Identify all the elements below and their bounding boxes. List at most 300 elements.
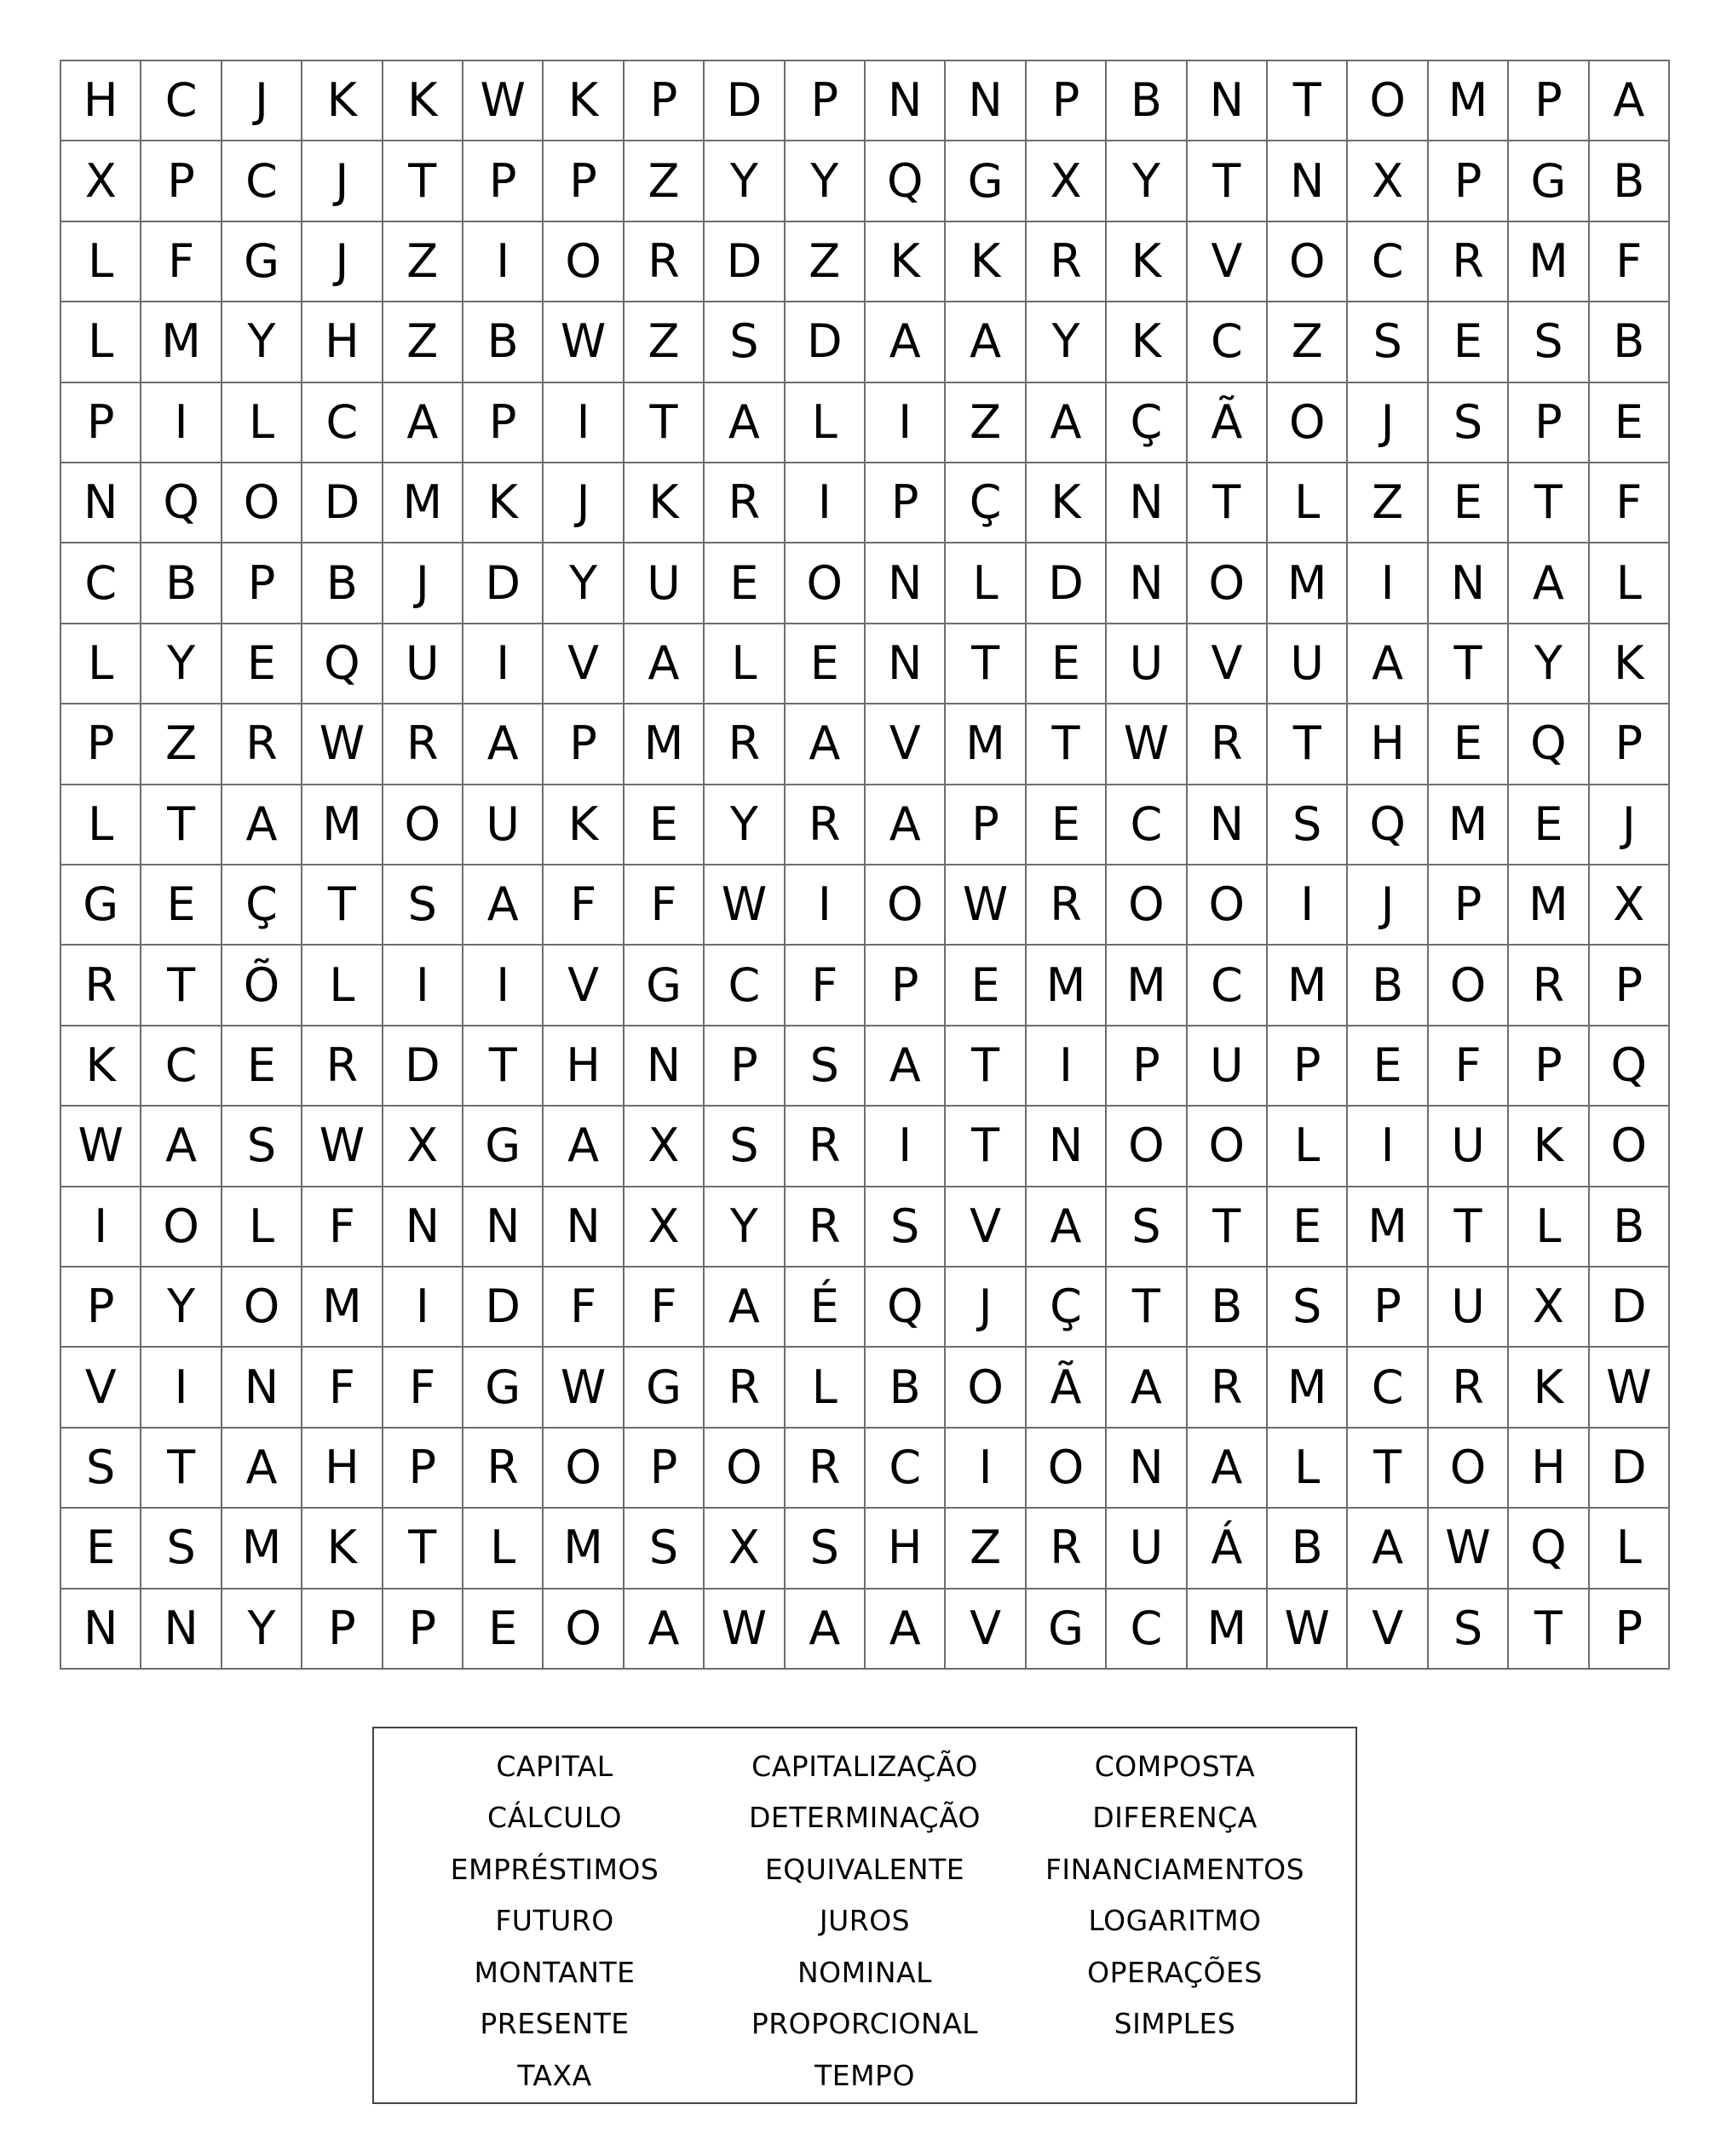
grid-cell[interactable]: X xyxy=(705,1509,785,1589)
grid-cell[interactable]: X xyxy=(1509,1268,1589,1348)
grid-cell[interactable]: S xyxy=(222,1107,302,1187)
grid-cell[interactable]: D xyxy=(705,222,785,302)
grid-cell[interactable]: Z xyxy=(383,302,463,382)
grid-cell[interactable]: K xyxy=(302,61,383,141)
grid-cell[interactable]: F xyxy=(302,1348,383,1428)
grid-cell[interactable]: A xyxy=(1590,61,1670,141)
grid-cell[interactable]: M xyxy=(1348,1187,1428,1268)
grid-cell[interactable]: I xyxy=(1348,1107,1428,1187)
grid-cell[interactable]: N xyxy=(1107,463,1187,543)
grid-cell[interactable]: É xyxy=(786,1268,866,1348)
grid-cell[interactable]: A xyxy=(383,383,463,463)
grid-cell[interactable]: Q xyxy=(1590,1026,1670,1107)
grid-cell[interactable]: W xyxy=(705,865,785,946)
grid-cell[interactable]: O xyxy=(383,785,463,865)
grid-cell[interactable]: M xyxy=(1429,61,1509,141)
grid-cell[interactable]: W xyxy=(705,1590,785,1670)
grid-cell[interactable]: K xyxy=(866,222,946,302)
grid-cell[interactable]: J xyxy=(1590,785,1670,865)
grid-cell[interactable]: Q xyxy=(1509,1509,1589,1589)
grid-cell[interactable]: O xyxy=(1429,946,1509,1026)
grid-cell[interactable]: T xyxy=(1107,1268,1187,1348)
grid-cell[interactable]: R xyxy=(222,704,302,785)
grid-cell[interactable]: R xyxy=(1027,865,1107,946)
grid-cell[interactable]: K xyxy=(383,61,463,141)
grid-cell[interactable]: T xyxy=(1188,463,1268,543)
grid-cell[interactable]: L xyxy=(705,624,785,704)
grid-cell[interactable]: Ç xyxy=(222,865,302,946)
grid-cell[interactable]: O xyxy=(1027,1429,1107,1509)
grid-cell[interactable]: B xyxy=(1348,946,1428,1026)
grid-cell[interactable]: W xyxy=(1429,1509,1509,1589)
grid-cell[interactable]: R xyxy=(1429,222,1509,302)
grid-cell[interactable]: A xyxy=(625,1590,705,1670)
grid-cell[interactable]: G xyxy=(946,141,1026,221)
grid-cell[interactable]: P xyxy=(946,785,1026,865)
grid-cell[interactable]: D xyxy=(463,543,544,624)
grid-cell[interactable]: W xyxy=(1268,1590,1348,1670)
grid-cell[interactable]: I xyxy=(866,383,946,463)
grid-cell[interactable]: A xyxy=(463,865,544,946)
grid-cell[interactable]: O xyxy=(222,463,302,543)
grid-cell[interactable]: P xyxy=(1429,865,1509,946)
grid-cell[interactable]: O xyxy=(1268,222,1348,302)
grid-cell[interactable]: T xyxy=(1268,704,1348,785)
grid-cell[interactable]: G xyxy=(1027,1590,1107,1670)
grid-cell[interactable]: C xyxy=(1107,1590,1187,1670)
grid-cell[interactable]: K xyxy=(946,222,1026,302)
grid-cell[interactable]: P xyxy=(141,141,222,221)
grid-cell[interactable]: T xyxy=(1348,1429,1428,1509)
grid-cell[interactable]: F xyxy=(1590,463,1670,543)
grid-cell[interactable]: L xyxy=(222,1187,302,1268)
grid-cell[interactable]: Y xyxy=(705,141,785,221)
grid-cell[interactable]: O xyxy=(1188,865,1268,946)
grid-cell[interactable]: R xyxy=(625,222,705,302)
grid-cell[interactable]: R xyxy=(1188,1348,1268,1428)
grid-cell[interactable]: N xyxy=(1188,785,1268,865)
grid-cell[interactable]: Z xyxy=(141,704,222,785)
grid-cell[interactable]: A xyxy=(1509,543,1589,624)
grid-cell[interactable]: Q xyxy=(866,1268,946,1348)
grid-cell[interactable]: D xyxy=(463,1268,544,1348)
grid-cell[interactable]: B xyxy=(866,1348,946,1428)
grid-cell[interactable]: O xyxy=(544,1429,624,1509)
grid-cell[interactable]: G xyxy=(463,1107,544,1187)
grid-cell[interactable]: T xyxy=(141,1429,222,1509)
grid-cell[interactable]: C xyxy=(866,1429,946,1509)
grid-cell[interactable]: O xyxy=(866,865,946,946)
grid-cell[interactable]: S xyxy=(1107,1187,1187,1268)
grid-cell[interactable]: R xyxy=(1027,1509,1107,1589)
grid-cell[interactable]: G xyxy=(463,1348,544,1428)
grid-cell[interactable]: P xyxy=(1268,1026,1348,1107)
grid-cell[interactable]: A xyxy=(705,1268,785,1348)
grid-cell[interactable]: L xyxy=(61,624,141,704)
grid-cell[interactable]: P xyxy=(383,1429,463,1509)
grid-cell[interactable]: V xyxy=(61,1348,141,1428)
grid-cell[interactable]: A xyxy=(1348,1509,1428,1589)
grid-cell[interactable]: Z xyxy=(625,141,705,221)
grid-cell[interactable]: D xyxy=(786,302,866,382)
grid-cell[interactable]: V xyxy=(1188,222,1268,302)
grid-cell[interactable]: W xyxy=(1107,704,1187,785)
grid-cell[interactable]: M xyxy=(1027,946,1107,1026)
grid-cell[interactable]: H xyxy=(1348,704,1428,785)
grid-cell[interactable]: K xyxy=(1107,222,1187,302)
grid-cell[interactable]: S xyxy=(1348,302,1428,382)
grid-cell[interactable]: M xyxy=(302,1268,383,1348)
grid-cell[interactable]: E xyxy=(1429,704,1509,785)
grid-cell[interactable]: L xyxy=(1509,1187,1589,1268)
grid-cell[interactable]: T xyxy=(141,946,222,1026)
grid-cell[interactable]: N xyxy=(222,1348,302,1428)
grid-cell[interactable]: I xyxy=(61,1187,141,1268)
grid-cell[interactable]: E xyxy=(1509,785,1589,865)
grid-cell[interactable]: W xyxy=(61,1107,141,1187)
grid-cell[interactable]: T xyxy=(1509,1590,1589,1670)
grid-cell[interactable]: O xyxy=(1107,1107,1187,1187)
grid-cell[interactable]: E xyxy=(946,946,1026,1026)
grid-cell[interactable]: H xyxy=(302,1429,383,1509)
grid-cell[interactable]: P xyxy=(463,141,544,221)
grid-cell[interactable]: N xyxy=(383,1187,463,1268)
grid-cell[interactable]: F xyxy=(786,946,866,1026)
grid-cell[interactable]: D xyxy=(1590,1429,1670,1509)
grid-cell[interactable]: P xyxy=(1590,1590,1670,1670)
grid-cell[interactable]: P xyxy=(1107,1026,1187,1107)
grid-cell[interactable]: E xyxy=(1027,785,1107,865)
grid-cell[interactable]: C xyxy=(1348,1348,1428,1428)
grid-cell[interactable]: C xyxy=(302,383,383,463)
grid-cell[interactable]: A xyxy=(705,383,785,463)
grid-cell[interactable]: F xyxy=(302,1187,383,1268)
grid-cell[interactable]: L xyxy=(1268,1107,1348,1187)
grid-cell[interactable]: C xyxy=(141,1026,222,1107)
grid-cell[interactable]: A xyxy=(463,704,544,785)
grid-cell[interactable]: O xyxy=(1188,543,1268,624)
grid-cell[interactable]: X xyxy=(1590,865,1670,946)
grid-cell[interactable]: O xyxy=(222,1268,302,1348)
grid-cell[interactable]: V xyxy=(946,1187,1026,1268)
grid-cell[interactable]: A xyxy=(544,1107,624,1187)
grid-cell[interactable]: P xyxy=(786,61,866,141)
grid-cell[interactable]: Á xyxy=(1188,1509,1268,1589)
grid-cell[interactable]: O xyxy=(141,1187,222,1268)
grid-cell[interactable]: T xyxy=(141,785,222,865)
grid-cell[interactable]: X xyxy=(1348,141,1428,221)
grid-cell[interactable]: W xyxy=(302,1107,383,1187)
grid-cell[interactable]: A xyxy=(141,1107,222,1187)
grid-cell[interactable]: E xyxy=(1429,463,1509,543)
grid-cell[interactable]: M xyxy=(383,463,463,543)
grid-cell[interactable]: J xyxy=(1348,865,1428,946)
grid-cell[interactable]: M xyxy=(222,1509,302,1589)
grid-cell[interactable]: T xyxy=(946,1026,1026,1107)
grid-cell[interactable]: X xyxy=(625,1187,705,1268)
grid-cell[interactable]: K xyxy=(625,463,705,543)
grid-cell[interactable]: K xyxy=(544,61,624,141)
grid-cell[interactable]: V xyxy=(1188,624,1268,704)
grid-cell[interactable]: N xyxy=(866,624,946,704)
grid-cell[interactable]: A xyxy=(1348,624,1428,704)
grid-cell[interactable]: Z xyxy=(1268,302,1348,382)
grid-cell[interactable]: O xyxy=(786,543,866,624)
grid-cell[interactable]: B xyxy=(1268,1509,1348,1589)
grid-cell[interactable]: R xyxy=(705,704,785,785)
grid-cell[interactable]: C xyxy=(1188,946,1268,1026)
grid-cell[interactable]: T xyxy=(1027,704,1107,785)
grid-cell[interactable]: V xyxy=(1348,1590,1428,1670)
grid-cell[interactable]: J xyxy=(222,61,302,141)
grid-cell[interactable]: O xyxy=(544,1590,624,1670)
grid-cell[interactable]: N xyxy=(1107,1429,1187,1509)
grid-cell[interactable]: N xyxy=(1107,543,1187,624)
grid-cell[interactable]: E xyxy=(222,1026,302,1107)
grid-cell[interactable]: N xyxy=(1027,1107,1107,1187)
grid-cell[interactable]: K xyxy=(1027,463,1107,543)
grid-cell[interactable]: B xyxy=(1590,1187,1670,1268)
grid-cell[interactable]: L xyxy=(222,383,302,463)
grid-cell[interactable]: H xyxy=(302,302,383,382)
grid-cell[interactable]: L xyxy=(302,946,383,1026)
grid-cell[interactable]: E xyxy=(786,624,866,704)
grid-cell[interactable]: A xyxy=(946,302,1026,382)
grid-cell[interactable]: T xyxy=(1429,624,1509,704)
grid-cell[interactable]: Z xyxy=(946,383,1026,463)
grid-cell[interactable]: N xyxy=(866,543,946,624)
grid-cell[interactable]: Õ xyxy=(222,946,302,1026)
grid-cell[interactable]: K xyxy=(1107,302,1187,382)
grid-cell[interactable]: P xyxy=(1509,1026,1589,1107)
grid-cell[interactable]: P xyxy=(1590,946,1670,1026)
grid-cell[interactable]: X xyxy=(61,141,141,221)
grid-cell[interactable]: Y xyxy=(1027,302,1107,382)
grid-cell[interactable]: A xyxy=(222,1429,302,1509)
grid-cell[interactable]: D xyxy=(1027,543,1107,624)
grid-cell[interactable]: D xyxy=(383,1026,463,1107)
grid-cell[interactable]: A xyxy=(1027,1187,1107,1268)
grid-cell[interactable]: C xyxy=(1188,302,1268,382)
grid-cell[interactable]: F xyxy=(1429,1026,1509,1107)
grid-cell[interactable]: I xyxy=(463,946,544,1026)
grid-cell[interactable]: T xyxy=(1268,61,1348,141)
grid-cell[interactable]: R xyxy=(786,1429,866,1509)
grid-cell[interactable]: S xyxy=(1429,383,1509,463)
grid-cell[interactable]: O xyxy=(544,222,624,302)
grid-cell[interactable]: F xyxy=(625,865,705,946)
grid-cell[interactable]: B xyxy=(1107,61,1187,141)
grid-cell[interactable]: U xyxy=(1107,624,1187,704)
grid-cell[interactable]: Z xyxy=(383,222,463,302)
grid-cell[interactable]: O xyxy=(1107,865,1187,946)
grid-cell[interactable]: M xyxy=(1188,1590,1268,1670)
grid-cell[interactable]: O xyxy=(946,1348,1026,1428)
grid-cell[interactable]: U xyxy=(625,543,705,624)
grid-cell[interactable]: E xyxy=(61,1509,141,1589)
grid-cell[interactable]: T xyxy=(383,141,463,221)
grid-cell[interactable]: P xyxy=(544,141,624,221)
grid-cell[interactable]: M xyxy=(1429,785,1509,865)
grid-cell[interactable]: P xyxy=(463,383,544,463)
grid-cell[interactable]: N xyxy=(141,1590,222,1670)
grid-cell[interactable]: I xyxy=(1268,865,1348,946)
grid-cell[interactable]: Y xyxy=(786,141,866,221)
grid-cell[interactable]: I xyxy=(141,383,222,463)
grid-cell[interactable]: Y xyxy=(1509,624,1589,704)
grid-cell[interactable]: L xyxy=(463,1509,544,1589)
grid-cell[interactable]: L xyxy=(1590,543,1670,624)
grid-cell[interactable]: L xyxy=(786,383,866,463)
grid-cell[interactable]: V xyxy=(544,946,624,1026)
grid-cell[interactable]: I xyxy=(866,1107,946,1187)
grid-cell[interactable]: K xyxy=(1590,624,1670,704)
grid-cell[interactable]: C xyxy=(705,946,785,1026)
grid-cell[interactable]: E xyxy=(463,1590,544,1670)
grid-cell[interactable]: I xyxy=(786,865,866,946)
grid-cell[interactable]: P xyxy=(302,1590,383,1670)
grid-cell[interactable]: P xyxy=(383,1590,463,1670)
grid-cell[interactable]: K xyxy=(302,1509,383,1589)
grid-cell[interactable]: R xyxy=(383,704,463,785)
grid-cell[interactable]: I xyxy=(1348,543,1428,624)
grid-cell[interactable]: S xyxy=(61,1429,141,1509)
grid-cell[interactable]: M xyxy=(1268,1348,1348,1428)
grid-cell[interactable]: A xyxy=(1027,383,1107,463)
grid-cell[interactable]: Ç xyxy=(1027,1268,1107,1348)
grid-cell[interactable]: G xyxy=(625,946,705,1026)
grid-cell[interactable]: K xyxy=(463,463,544,543)
grid-cell[interactable]: E xyxy=(1027,624,1107,704)
grid-cell[interactable]: M xyxy=(1509,865,1589,946)
grid-cell[interactable]: W xyxy=(544,302,624,382)
grid-cell[interactable]: N xyxy=(61,1590,141,1670)
grid-cell[interactable]: I xyxy=(463,624,544,704)
grid-cell[interactable]: O xyxy=(705,1429,785,1509)
grid-cell[interactable]: L xyxy=(1268,463,1348,543)
grid-cell[interactable]: R xyxy=(302,1026,383,1107)
grid-cell[interactable]: G xyxy=(61,865,141,946)
grid-cell[interactable]: Y xyxy=(1107,141,1187,221)
grid-cell[interactable]: L xyxy=(1268,1429,1348,1509)
grid-cell[interactable]: H xyxy=(61,61,141,141)
grid-cell[interactable]: A xyxy=(866,1026,946,1107)
grid-cell[interactable]: Y xyxy=(705,1187,785,1268)
grid-cell[interactable]: T xyxy=(1188,1187,1268,1268)
grid-cell[interactable]: N xyxy=(625,1026,705,1107)
grid-cell[interactable]: Q xyxy=(1509,704,1589,785)
grid-cell[interactable]: J xyxy=(946,1268,1026,1348)
grid-cell[interactable]: N xyxy=(1188,61,1268,141)
grid-cell[interactable]: P xyxy=(222,543,302,624)
grid-cell[interactable]: I xyxy=(786,463,866,543)
grid-cell[interactable]: N xyxy=(463,1187,544,1268)
grid-cell[interactable]: G xyxy=(222,222,302,302)
grid-cell[interactable]: R xyxy=(1188,704,1268,785)
grid-cell[interactable]: M xyxy=(946,704,1026,785)
grid-cell[interactable]: P xyxy=(1348,1268,1428,1348)
grid-cell[interactable]: W xyxy=(1590,1348,1670,1428)
grid-cell[interactable]: S xyxy=(1429,1590,1509,1670)
grid-cell[interactable]: I xyxy=(383,946,463,1026)
grid-cell[interactable]: R xyxy=(1027,222,1107,302)
grid-cell[interactable]: S xyxy=(1268,1268,1348,1348)
grid-cell[interactable]: P xyxy=(544,704,624,785)
grid-cell[interactable]: E xyxy=(1429,302,1509,382)
grid-cell[interactable]: B xyxy=(1590,141,1670,221)
grid-cell[interactable]: K xyxy=(544,785,624,865)
grid-cell[interactable]: U xyxy=(1429,1107,1509,1187)
grid-cell[interactable]: T xyxy=(946,1107,1026,1187)
grid-cell[interactable]: U xyxy=(1107,1509,1187,1589)
grid-cell[interactable]: P xyxy=(625,61,705,141)
grid-cell[interactable]: U xyxy=(1188,1026,1268,1107)
grid-cell[interactable]: R xyxy=(463,1429,544,1509)
grid-cell[interactable]: T xyxy=(1429,1187,1509,1268)
grid-cell[interactable]: E xyxy=(222,624,302,704)
grid-cell[interactable]: L xyxy=(1590,1509,1670,1589)
grid-cell[interactable]: R xyxy=(705,1348,785,1428)
grid-cell[interactable]: L xyxy=(61,222,141,302)
grid-cell[interactable]: W xyxy=(302,704,383,785)
grid-cell[interactable]: S xyxy=(1268,785,1348,865)
grid-cell[interactable]: L xyxy=(61,302,141,382)
grid-cell[interactable]: Y xyxy=(544,543,624,624)
grid-cell[interactable]: P xyxy=(61,383,141,463)
grid-cell[interactable]: A xyxy=(866,302,946,382)
grid-cell[interactable]: B xyxy=(141,543,222,624)
grid-cell[interactable]: S xyxy=(786,1026,866,1107)
grid-cell[interactable]: Y xyxy=(141,624,222,704)
grid-cell[interactable]: T xyxy=(625,383,705,463)
grid-cell[interactable]: S xyxy=(1509,302,1589,382)
grid-cell[interactable]: J xyxy=(544,463,624,543)
grid-cell[interactable]: R xyxy=(705,463,785,543)
grid-cell[interactable]: T xyxy=(463,1026,544,1107)
grid-cell[interactable]: E xyxy=(625,785,705,865)
grid-cell[interactable]: F xyxy=(544,1268,624,1348)
grid-cell[interactable]: I xyxy=(1027,1026,1107,1107)
grid-cell[interactable]: P xyxy=(61,704,141,785)
grid-cell[interactable]: S xyxy=(866,1187,946,1268)
grid-cell[interactable]: E xyxy=(141,865,222,946)
grid-cell[interactable]: A xyxy=(786,704,866,785)
grid-cell[interactable]: T xyxy=(302,865,383,946)
grid-cell[interactable]: L xyxy=(946,543,1026,624)
grid-cell[interactable]: Ã xyxy=(1027,1348,1107,1428)
grid-cell[interactable]: P xyxy=(1509,383,1589,463)
grid-cell[interactable]: M xyxy=(1268,543,1348,624)
grid-cell[interactable]: M xyxy=(141,302,222,382)
grid-cell[interactable]: B xyxy=(463,302,544,382)
grid-cell[interactable]: T xyxy=(1188,141,1268,221)
grid-cell[interactable]: S xyxy=(705,302,785,382)
grid-cell[interactable]: P xyxy=(1429,141,1509,221)
grid-cell[interactable]: W xyxy=(946,865,1026,946)
grid-cell[interactable]: A xyxy=(786,1590,866,1670)
grid-cell[interactable]: O xyxy=(1429,1429,1509,1509)
grid-cell[interactable]: U xyxy=(463,785,544,865)
grid-cell[interactable]: O xyxy=(1348,61,1428,141)
grid-cell[interactable]: X xyxy=(625,1107,705,1187)
grid-cell[interactable]: S xyxy=(786,1509,866,1589)
grid-cell[interactable]: P xyxy=(1027,61,1107,141)
grid-cell[interactable]: W xyxy=(463,61,544,141)
grid-cell[interactable]: T xyxy=(383,1509,463,1589)
grid-cell[interactable]: Ç xyxy=(1107,383,1187,463)
grid-cell[interactable]: R xyxy=(786,1187,866,1268)
grid-cell[interactable]: L xyxy=(786,1348,866,1428)
